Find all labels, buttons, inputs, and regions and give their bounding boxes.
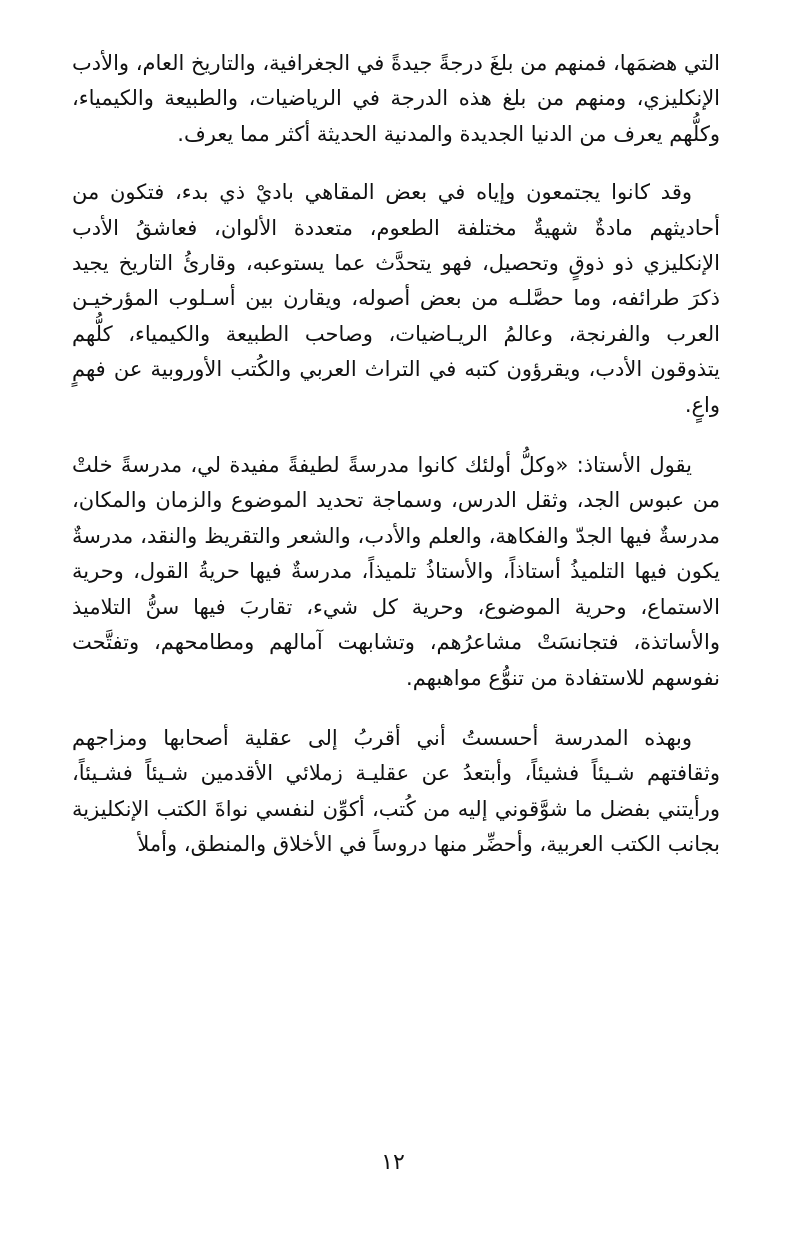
paragraph-3: يقول الأستاذ: «وكلُّ أولئك كانوا مدرسةً لطيفةً مفيدة لي، مدرسةً خلتْ من عبوس الجد، وثقل الدرس، وسماجة تحديد الموضوع والزمان والمكان، مدرسةٌ فيها الجدّ والفكاهة، والعلم والأدب، والشعر والتقريظ والنقد، مدرسةٌ يكون فيها التلميذُ أستاذاً، والأستاذُ تلميذاً، مدرسةٌ فيها حريةُ القول، وحرية الاستماع، وحرية الموضوع، وحرية كل شيء، تقاربَ فيها سنُّ التلاميذ والأساتذة، فتجانسَتْ مشاعرُهم، وتشابهت آمالهم ومطامحهم، وتفتَّحت نفوسهم للاستفادة من تنوُّع مواهبهم.	[72, 453, 720, 690]
paragraph-2: وقد كانوا يجتمعون وإياه في بعض المقاهي باديْ ذي بدء، فتكون من أحاديثهم مادةٌ شهيةٌ مختلفة الطعوم، متعددة الألوان، فعاشقُ الأدب الإنكليزي ذو ذوقٍ وتحصيل، فهو يتحدَّث عما يستوعبه، وقارئُ التاريخ يجيد ذكرَ طرائفه، وما حصَّلـه من بعض أصوله، ويقارن بين أسـلوب المؤرخيـن العرب والفرنجة، وعالمُ الريـاضيات، وصاحب الطبيعة والكيمياء، كلُّهم يتذوقون الأدب، ويقرؤون كتبه في التراث العربي والكُتب الأوروبية عن فهمٍ واعٍ.	[72, 180, 720, 417]
paragraph-1: التي هضمَها، فمنهم من بلغَ درجةً جيدةً في الجغرافية، والتاريخ العام، والأدب الإنكليزي، ومنهم من بلغ هذه الدرجة في الرياضيات، والطبيعة والكيمياء، وكلُّهم يعرف من الدنيا الجديدة والمدنية الحديثة أكثر مما يعرف.	[72, 51, 720, 146]
page-body	[72, 46, 720, 863]
paragraph-4: وبهذه المدرسة أحسستُ أني أقربُ إلى عقلية أصحابها ومزاجهم وثقافتهم شـيئاً فشيئاً، وأبتعدُ عن عقليـة زملائي الأقدمين شـيئاً فشـيئاً، ورأيتني بفضل ما شوَّقوني إليه من كُتب، أكوِّن لنفسي نواةَ الكتب الإنكليزية بجانب الكتب العربية، وأحضِّر منها دروساً في الأخلاق والمنطق، وأملأ	[72, 725, 720, 857]
page-number: ١٢	[381, 1150, 405, 1175]
